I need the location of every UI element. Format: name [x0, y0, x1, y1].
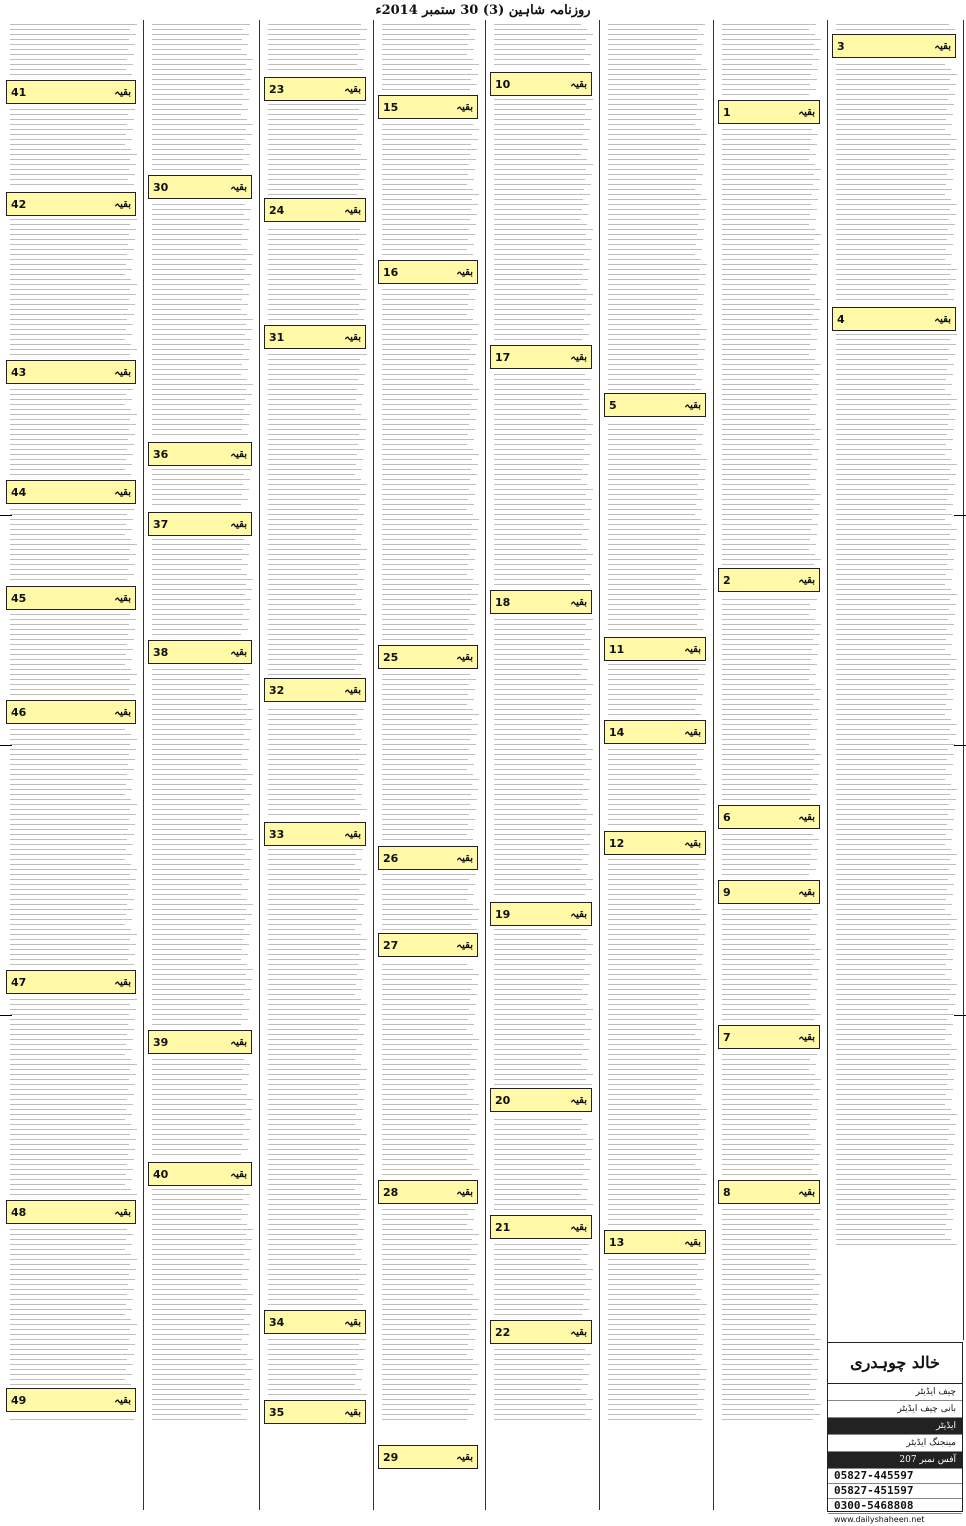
article-text: [830, 20, 963, 1340]
continued-label: بقیہ: [114, 366, 131, 378]
continued-label: بقیہ: [570, 908, 587, 920]
continued-marker-21: [490, 1215, 592, 1239]
continued-number: 11: [609, 642, 625, 656]
continued-number: 44: [11, 485, 27, 499]
continued-number: 15: [383, 100, 399, 114]
continued-number: 29: [383, 1450, 399, 1464]
continued-label: بقیہ: [456, 266, 473, 278]
continued-number: 28: [383, 1185, 399, 1199]
continued-number: 31: [269, 330, 285, 344]
continued-marker-14: [604, 720, 706, 744]
continued-number: 47: [11, 975, 27, 989]
continued-number: 34: [269, 1315, 285, 1329]
continued-marker-46: [6, 700, 136, 724]
continued-label: بقیہ: [114, 1206, 131, 1218]
continued-marker-3: [832, 34, 956, 58]
continued-label: بقیہ: [798, 574, 815, 586]
continued-number: 14: [609, 725, 625, 739]
continued-number: 49: [11, 1393, 27, 1407]
continued-label: بقیہ: [344, 684, 361, 696]
chief-editor-label: چیف ایڈیٹر: [828, 1384, 962, 1401]
continued-marker-15: [378, 95, 478, 119]
continued-label: بقیہ: [798, 811, 815, 823]
column-col2: [716, 20, 828, 1510]
continued-number: 33: [269, 827, 285, 841]
continued-marker-8: [718, 1180, 820, 1204]
continued-marker-45: [6, 586, 136, 610]
continued-marker-5: [604, 393, 706, 417]
editorial-credits: [827, 1342, 963, 1524]
continued-number: 23: [269, 82, 285, 96]
continued-number: 8: [723, 1185, 731, 1199]
continued-label: بقیہ: [570, 1094, 587, 1106]
continued-number: 18: [495, 595, 511, 609]
continued-label: بقیہ: [456, 1451, 473, 1463]
continued-label: بقیہ: [456, 1186, 473, 1198]
continued-number: 37: [153, 517, 169, 531]
continued-marker-38: [148, 640, 252, 664]
continued-number: 26: [383, 851, 399, 865]
continued-number: 32: [269, 683, 285, 697]
continued-number: 7: [723, 1030, 731, 1044]
continued-marker-16: [378, 260, 478, 284]
continued-marker-25: [378, 645, 478, 669]
continued-marker-13: [604, 1230, 706, 1254]
continued-label: بقیہ: [114, 86, 131, 98]
continued-number: 2: [723, 573, 731, 587]
continued-label: بقیہ: [684, 643, 701, 655]
column-col3: [602, 20, 714, 1510]
column-col1: [830, 20, 964, 1340]
continued-number: 40: [153, 1167, 169, 1181]
continued-label: بقیہ: [114, 1394, 131, 1406]
article-text: [262, 20, 373, 1510]
continued-label: بقیہ: [230, 518, 247, 530]
continued-number: 25: [383, 650, 399, 664]
continued-label: بقیہ: [114, 976, 131, 988]
continued-number: 4: [837, 312, 845, 326]
continued-label: بقیہ: [570, 1326, 587, 1338]
continued-marker-4: [832, 307, 956, 331]
phone-3: 0300-5468808: [828, 1499, 962, 1514]
continued-label: بقیہ: [570, 78, 587, 90]
registration-mark-right: [954, 515, 966, 516]
column-col7: [146, 20, 260, 1510]
article-text: [146, 20, 259, 1510]
continued-label: بقیہ: [114, 706, 131, 718]
registration-mark-left: [0, 515, 12, 516]
continued-number: 48: [11, 1205, 27, 1219]
continued-marker-23: [264, 77, 366, 101]
continued-number: 1: [723, 105, 731, 119]
continued-marker-7: [718, 1025, 820, 1049]
continued-marker-33: [264, 822, 366, 846]
continued-marker-26: [378, 846, 478, 870]
continued-number: 41: [11, 85, 27, 99]
continued-label: بقیہ: [798, 1031, 815, 1043]
continued-marker-34: [264, 1310, 366, 1334]
continued-label: بقیہ: [934, 313, 951, 325]
continued-marker-35: [264, 1400, 366, 1424]
column-col8: [4, 20, 144, 1510]
continued-number: 22: [495, 1325, 511, 1339]
column-col4: [488, 20, 600, 1510]
article-text: [488, 20, 599, 1510]
phone-2: 05827-451597: [828, 1484, 962, 1499]
registration-mark-left: [0, 1015, 12, 1016]
founder-row: بانی چیف ایڈیٹر: [828, 1401, 962, 1418]
continued-number: 17: [495, 350, 511, 364]
continued-label: بقیہ: [684, 399, 701, 411]
continued-label: بقیہ: [344, 1316, 361, 1328]
continued-label: بقیہ: [114, 592, 131, 604]
continued-marker-39: [148, 1030, 252, 1054]
article-text: [716, 20, 827, 1510]
continued-marker-28: [378, 1180, 478, 1204]
continued-label: بقیہ: [456, 852, 473, 864]
continued-marker-1: [718, 100, 820, 124]
continued-label: بقیہ: [456, 651, 473, 663]
office-row: آفس نمبر 207: [828, 1452, 962, 1469]
continued-label: بقیہ: [934, 40, 951, 52]
continued-label: بقیہ: [570, 596, 587, 608]
continued-label: بقیہ: [456, 101, 473, 113]
continued-marker-40: [148, 1162, 252, 1186]
continued-label: بقیہ: [570, 351, 587, 363]
continued-marker-44: [6, 480, 136, 504]
continued-marker-22: [490, 1320, 592, 1344]
continued-number: 12: [609, 836, 625, 850]
continued-label: بقیہ: [344, 204, 361, 216]
continued-label: بقیہ: [114, 486, 131, 498]
continued-label: بقیہ: [684, 726, 701, 738]
continued-number: 46: [11, 705, 27, 719]
continued-marker-11: [604, 637, 706, 661]
registration-mark-right: [954, 745, 966, 746]
website-link[interactable]: www.dailyshaheen.net: [834, 1515, 925, 1524]
chief-editor-name: خالد چوہدری: [828, 1343, 962, 1384]
continued-number: 16: [383, 265, 399, 279]
continued-number: 39: [153, 1035, 169, 1049]
continued-marker-37: [148, 512, 252, 536]
continued-number: 19: [495, 907, 511, 921]
continued-label: بقیہ: [230, 1036, 247, 1048]
continued-marker-36: [148, 442, 252, 466]
continued-number: 21: [495, 1220, 511, 1234]
continued-marker-29: [378, 1445, 478, 1469]
continued-number: 13: [609, 1235, 625, 1249]
continued-marker-31: [264, 325, 366, 349]
editor-row: ایڈیٹر: [828, 1418, 962, 1435]
continued-marker-6: [718, 805, 820, 829]
continued-marker-19: [490, 902, 592, 926]
continued-marker-9: [718, 880, 820, 904]
continued-marker-27: [378, 933, 478, 957]
column-col5: [376, 20, 486, 1510]
continued-label: بقیہ: [230, 646, 247, 658]
continued-number: 6: [723, 810, 731, 824]
continued-marker-24: [264, 198, 366, 222]
continued-marker-2: [718, 568, 820, 592]
continued-number: 43: [11, 365, 27, 379]
continued-marker-17: [490, 345, 592, 369]
continued-label: بقیہ: [230, 181, 247, 193]
continued-label: بقیہ: [456, 939, 473, 951]
continued-marker-18: [490, 590, 592, 614]
continued-marker-43: [6, 360, 136, 384]
continued-number: 35: [269, 1405, 285, 1419]
continued-number: 24: [269, 203, 285, 217]
page-header: روزنامہ شاہین (3) 30 ستمبر 2014ء: [375, 3, 591, 18]
continued-label: بقیہ: [798, 106, 815, 118]
phone-1: 05827-445597: [828, 1469, 962, 1484]
continued-label: بقیہ: [230, 448, 247, 460]
continued-marker-32: [264, 678, 366, 702]
continued-marker-41: [6, 80, 136, 104]
continued-label: بقیہ: [570, 1221, 587, 1233]
continued-marker-48: [6, 1200, 136, 1224]
continued-label: بقیہ: [344, 331, 361, 343]
continued-marker-49: [6, 1388, 136, 1412]
continued-label: بقیہ: [230, 1168, 247, 1180]
continued-label: بقیہ: [344, 83, 361, 95]
registration-mark-right: [954, 1015, 966, 1016]
continued-number: 38: [153, 645, 169, 659]
continued-label: بقیہ: [684, 1236, 701, 1248]
managing-editor-row: مینجنگ ایڈیٹر: [828, 1435, 962, 1452]
article-text: [602, 20, 713, 1510]
continued-number: 10: [495, 77, 511, 91]
continued-number: 30: [153, 180, 169, 194]
continued-marker-12: [604, 831, 706, 855]
article-text: [4, 20, 143, 1510]
continued-number: 42: [11, 197, 27, 211]
continued-marker-30: [148, 175, 252, 199]
continued-marker-20: [490, 1088, 592, 1112]
continued-label: بقیہ: [344, 828, 361, 840]
continued-label: بقیہ: [798, 1186, 815, 1198]
continued-label: بقیہ: [114, 198, 131, 210]
continued-label: بقیہ: [344, 1406, 361, 1418]
continued-label: بقیہ: [798, 886, 815, 898]
continued-number: 45: [11, 591, 27, 605]
continued-number: 3: [837, 39, 845, 53]
continued-marker-47: [6, 970, 136, 994]
column-col6: [262, 20, 374, 1510]
continued-marker-42: [6, 192, 136, 216]
continued-number: 9: [723, 885, 731, 899]
continued-number: 5: [609, 398, 617, 412]
continued-number: 20: [495, 1093, 511, 1107]
continued-marker-10: [490, 72, 592, 96]
continued-number: 36: [153, 447, 169, 461]
continued-label: بقیہ: [684, 837, 701, 849]
registration-mark-left: [0, 745, 12, 746]
article-text: [376, 20, 485, 1510]
continued-number: 27: [383, 938, 399, 952]
